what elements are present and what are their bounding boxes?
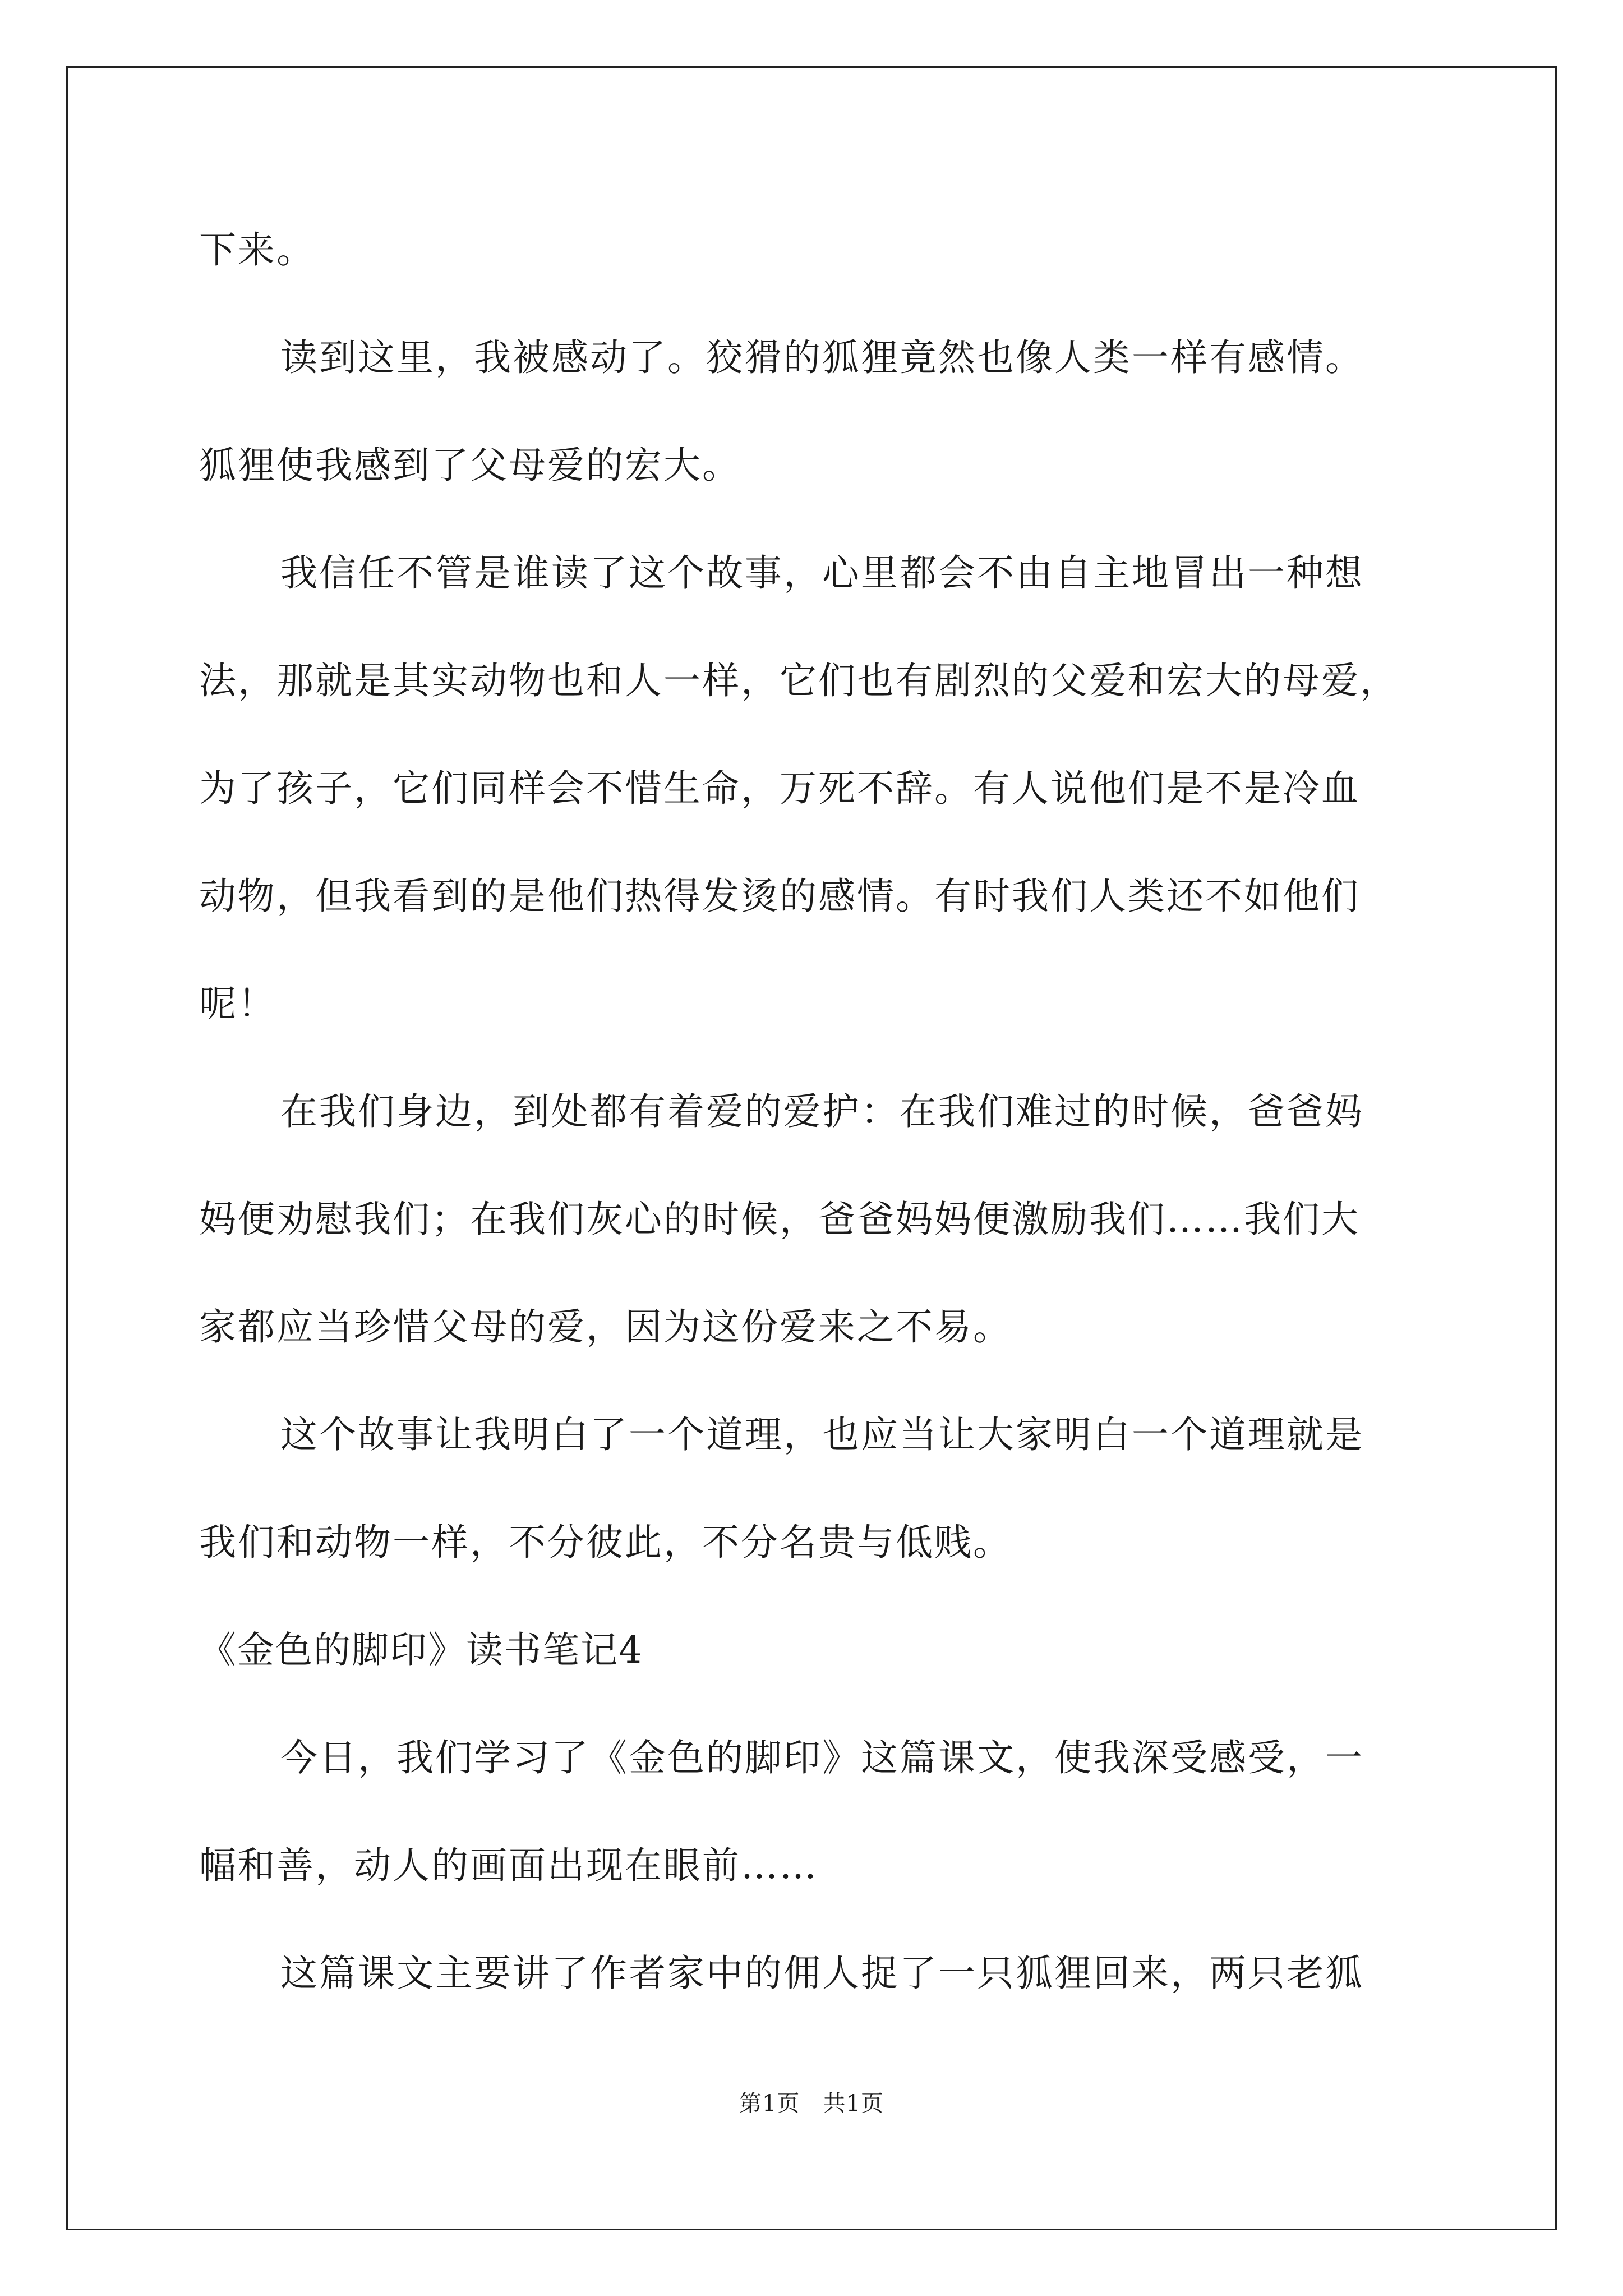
text-line: 呢！ — [199, 982, 276, 1025]
text-line: 狐狸使我感到了父母爱的宏大。 — [199, 444, 741, 487]
text-line: 妈便劝慰我们；在我们灰心的时候，爸爸妈妈便激励我们……我们大 — [199, 1198, 1360, 1241]
text-line: 下来。 — [199, 228, 315, 272]
page-footer — [0, 2090, 1623, 2118]
text-line: 动物，但我看到的是他们热得发烫的感情。有时我们人类还不如他们 — [199, 875, 1360, 918]
section-heading: 《金色的脚印》读书笔记4 — [199, 1628, 643, 1672]
text-line: 为了孩子，它们同样会不惜生命，万死不辞。有人说他们是不是冷血 — [199, 767, 1360, 810]
paragraph-start-line: 在我们身边，到处都有着爱的爱护：在我们难过的时候，爸爸妈 — [280, 1090, 1364, 1133]
page-number: 第1页 共1页 — [739, 2091, 884, 2116]
text-line: 我们和动物一样，不分彼此，不分名贵与低贱。 — [199, 1521, 1012, 1564]
document-body — [199, 216, 1433, 2047]
text-line: 法，那就是其实动物也和人一样，它们也有剧烈的父爱和宏大的母爱， — [199, 659, 1399, 702]
paragraph-start-line: 我信任不管是谁读了这个故事，心里都会不由自主地冒出一种想 — [280, 551, 1364, 595]
paragraph-start-line: 读到这里，我被感动了。狡猾的狐狸竟然也像人类一样有感情。 — [280, 336, 1364, 379]
paragraph-start-line: 今日，我们学习了《金色的脚印》这篇课文，使我深受感受，一 — [280, 1736, 1364, 1779]
paragraph-start-line: 这个故事让我明白了一个道理，也应当让大家明白一个道理就是 — [280, 1413, 1364, 1456]
text-line: 幅和善，动人的画面出现在眼前…… — [199, 1844, 818, 1887]
text-line: 家都应当珍惜父母的爱，因为这份爱来之不易。 — [199, 1305, 1012, 1349]
paragraph-start-line: 这篇课文主要讲了作者家中的佣人捉了一只狐狸回来，两只老狐 — [280, 1952, 1364, 1995]
